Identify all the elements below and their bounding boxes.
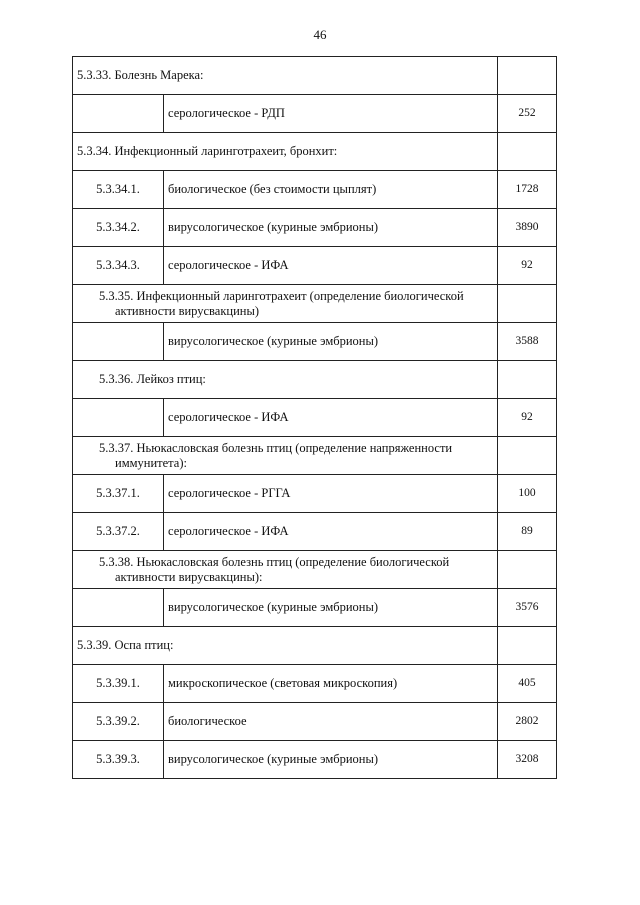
method-cell: серологическое - ИФА (164, 513, 498, 551)
method-cell: биологическое (164, 703, 498, 741)
table-row (73, 95, 557, 133)
code-cell: 5.3.34.3. (73, 247, 164, 285)
table-row (73, 247, 557, 285)
section-heading: 5.3.36. Лейкоз птиц: (73, 361, 498, 399)
price-cell: 405 (498, 665, 557, 703)
section-heading: 5.3.39. Оспа птиц: (73, 627, 498, 665)
section-row (73, 57, 557, 95)
method-cell: вирусологическое (куриные эмбрионы) (164, 589, 498, 627)
method-cell: вирусологическое (куриные эмбрионы) (164, 323, 498, 361)
price-cell: 3588 (498, 323, 557, 361)
method-cell: серологическое - РДП (164, 95, 498, 133)
section-heading-text: 5.3.38. Ньюкасловская болезнь птиц (определение биологической активности вирусвакцины): (99, 554, 450, 584)
section-heading (73, 285, 498, 323)
table-row (73, 475, 557, 513)
section-heading-text: 5.3.35. Инфекционный ларинготрахеит (определение биологической активности вирусвакцины) (99, 288, 464, 318)
section-heading: 5.3.34. Инфекционный ларинготрахеит, бронхит: (73, 133, 498, 171)
table-row (73, 171, 557, 209)
section-heading (73, 551, 498, 589)
table-row (73, 209, 557, 247)
price-cell: 3208 (498, 741, 557, 779)
code-cell: 5.3.39.3. (73, 741, 164, 779)
code-cell (73, 589, 164, 627)
code-cell (73, 399, 164, 437)
code-cell (73, 323, 164, 361)
section-row (73, 437, 557, 475)
section-row (73, 133, 557, 171)
section-row (73, 361, 557, 399)
price-cell-empty (498, 285, 557, 323)
code-cell: 5.3.39.2. (73, 703, 164, 741)
table-row (73, 665, 557, 703)
price-cell-empty (498, 437, 557, 475)
price-cell-empty (498, 57, 557, 95)
code-cell: 5.3.37.1. (73, 475, 164, 513)
method-cell: микроскопическое (световая микроскопия) (164, 665, 498, 703)
price-list-table (72, 56, 557, 779)
code-cell: 5.3.37.2. (73, 513, 164, 551)
price-cell-empty (498, 627, 557, 665)
section-heading (73, 437, 498, 475)
method-cell: биологическое (без стоимости цыплят) (164, 171, 498, 209)
table-row (73, 703, 557, 741)
section-row (73, 627, 557, 665)
code-cell: 5.3.34.2. (73, 209, 164, 247)
code-cell: 5.3.39.1. (73, 665, 164, 703)
code-cell (73, 95, 164, 133)
section-row (73, 285, 557, 323)
price-cell-empty (498, 133, 557, 171)
price-cell: 3890 (498, 209, 557, 247)
section-row (73, 551, 557, 589)
table-row (73, 589, 557, 627)
price-cell: 1728 (498, 171, 557, 209)
section-heading: 5.3.33. Болезнь Марека: (73, 57, 498, 95)
section-heading-text: 5.3.37. Ньюкасловская болезнь птиц (определение напряженности иммунитета): (99, 440, 453, 470)
price-cell: 89 (498, 513, 557, 551)
method-cell: вирусологическое (куриные эмбрионы) (164, 741, 498, 779)
price-cell: 92 (498, 399, 557, 437)
price-cell-empty (498, 361, 557, 399)
price-cell: 100 (498, 475, 557, 513)
page-number: 46 (313, 27, 327, 42)
table-row (73, 513, 557, 551)
method-cell: серологическое - РГГА (164, 475, 498, 513)
table-row (73, 399, 557, 437)
price-cell: 92 (498, 247, 557, 285)
table-row (73, 323, 557, 361)
table-row (73, 741, 557, 779)
price-cell-empty (498, 551, 557, 589)
method-cell: вирусологическое (куриные эмбрионы) (164, 209, 498, 247)
price-cell: 2802 (498, 703, 557, 741)
price-cell: 252 (498, 95, 557, 133)
method-cell: серологическое - ИФА (164, 399, 498, 437)
code-cell: 5.3.34.1. (73, 171, 164, 209)
method-cell: серологическое - ИФА (164, 247, 498, 285)
price-cell: 3576 (498, 589, 557, 627)
